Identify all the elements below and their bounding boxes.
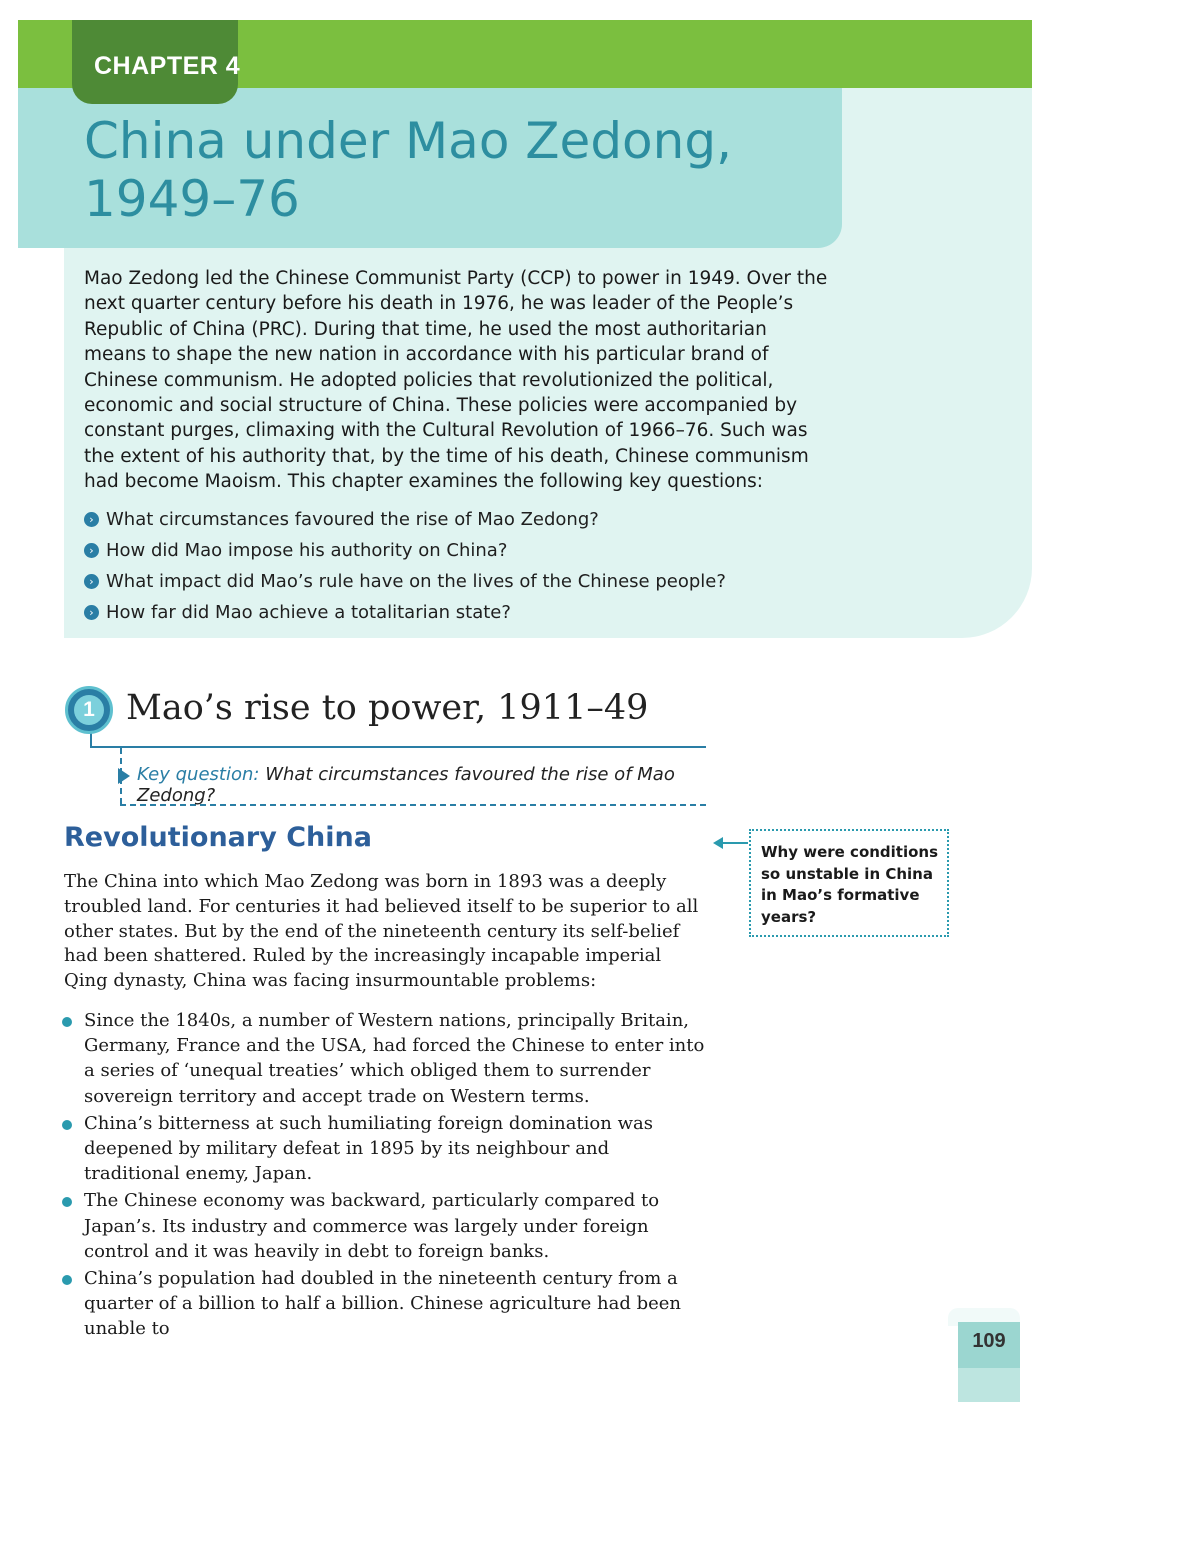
key-question xyxy=(137,764,717,806)
key-question-item xyxy=(84,566,844,597)
key-questions-list xyxy=(84,504,844,628)
key-question-text: What impact did Mao’s rule have on the lives of the Chinese people? xyxy=(106,571,726,592)
bullet-dot-icon xyxy=(62,1275,72,1285)
section-number: 1 xyxy=(74,695,104,725)
chapter-title-line2: 1949–76 xyxy=(84,170,300,228)
chapter-label: CHAPTER 4 xyxy=(94,52,241,80)
bullet-item xyxy=(60,1266,710,1342)
page-tab-bottom xyxy=(958,1368,1020,1402)
bullet-dot-icon xyxy=(62,1120,72,1130)
numbered-circle-icon xyxy=(65,686,113,734)
circled-arrow-icon: › xyxy=(84,543,99,558)
subsection-heading: Revolutionary China xyxy=(64,822,372,853)
key-question-item xyxy=(84,535,844,566)
key-question-text: How far did Mao achieve a totalitarian state? xyxy=(106,602,511,623)
circled-arrow-icon: › xyxy=(84,512,99,527)
key-question-label: Key question: xyxy=(137,764,260,785)
circled-arrow-icon: › xyxy=(84,605,99,620)
bullet-dot-icon xyxy=(62,1017,72,1027)
body-paragraph: The China into which Mao Zedong was born in 1893 was a deeply troubled land. For centuries it had believed itself to be superior to all other states. But by the end of the nineteenth century its self-belief had been shattered. Ruled by the increasingly incapable imperial Qing dynasty, China was facing insurmountable problems: xyxy=(64,871,699,992)
margin-note-text: Why were conditions so unstable in China in Mao’s formative years? xyxy=(761,843,939,926)
circled-arrow-icon: › xyxy=(84,574,99,589)
page-number: 109 xyxy=(972,1330,1006,1352)
intro-paragraph: Mao Zedong led the Chinese Communist Party (CCP) to power in 1949. Over the next quarter century before his death in 1976, he was leader of the People’s Republic of China (PRC). During that time, he used the most authoritarian means to shape the new nation in accordance with his particular brand of Chinese communism. He adopted policies that revolutionized the political, economic and social structure of China. These policies were accompanied by constant purges, climaxing with the Cultural Revolution of 1966–76. Such was the extent of his authority that, by the time of his death, Chinese communism had become Maoism. This chapter examines the following key questions: xyxy=(84,268,828,493)
right-arrow-icon xyxy=(118,768,130,784)
margin-arrow-line xyxy=(722,842,748,844)
bullet-dot-icon xyxy=(62,1197,72,1207)
bullet-item xyxy=(60,1188,710,1264)
bullet-text: China’s population had doubled in the nineteenth century from a quarter of a billion to half a billion. Chinese agriculture had been unable to xyxy=(84,1268,681,1340)
bullet-item xyxy=(60,1111,710,1187)
chapter-title-line1: China under Mao Zedong, xyxy=(84,112,732,170)
key-question-item xyxy=(84,597,844,628)
chapter-title xyxy=(84,112,824,228)
section-rule xyxy=(90,746,706,748)
key-question-text: How did Mao impose his authority on China? xyxy=(106,540,508,561)
section-title: Mao’s rise to power, 1911–49 xyxy=(126,688,649,728)
bullet-text: Since the 1840s, a number of Western nations, principally Britain, Germany, France and the USA, had forced the Chinese to enter into a series of ‘unequal treaties’ which obliged them to surrender sovereign territory and accept trade on Western terms. xyxy=(84,1010,705,1107)
bullet-list xyxy=(60,1008,710,1344)
bullet-text: The Chinese economy was backward, particularly compared to Japan’s. Its industry and commerce was largely under foreign control and it was heavily in debt to foreign banks. xyxy=(84,1190,660,1262)
key-question-body: What circumstances favoured the rise of Mao Zedong? xyxy=(137,764,675,806)
bullet-item xyxy=(60,1008,710,1109)
key-question-item xyxy=(84,504,844,535)
key-question-text: What circumstances favoured the rise of Mao Zedong? xyxy=(106,509,599,530)
bullet-text: China’s bitterness at such humiliating foreign domination was deepened by military defeat in 1895 by its neighbour and traditional enemy, Japan. xyxy=(84,1112,653,1185)
